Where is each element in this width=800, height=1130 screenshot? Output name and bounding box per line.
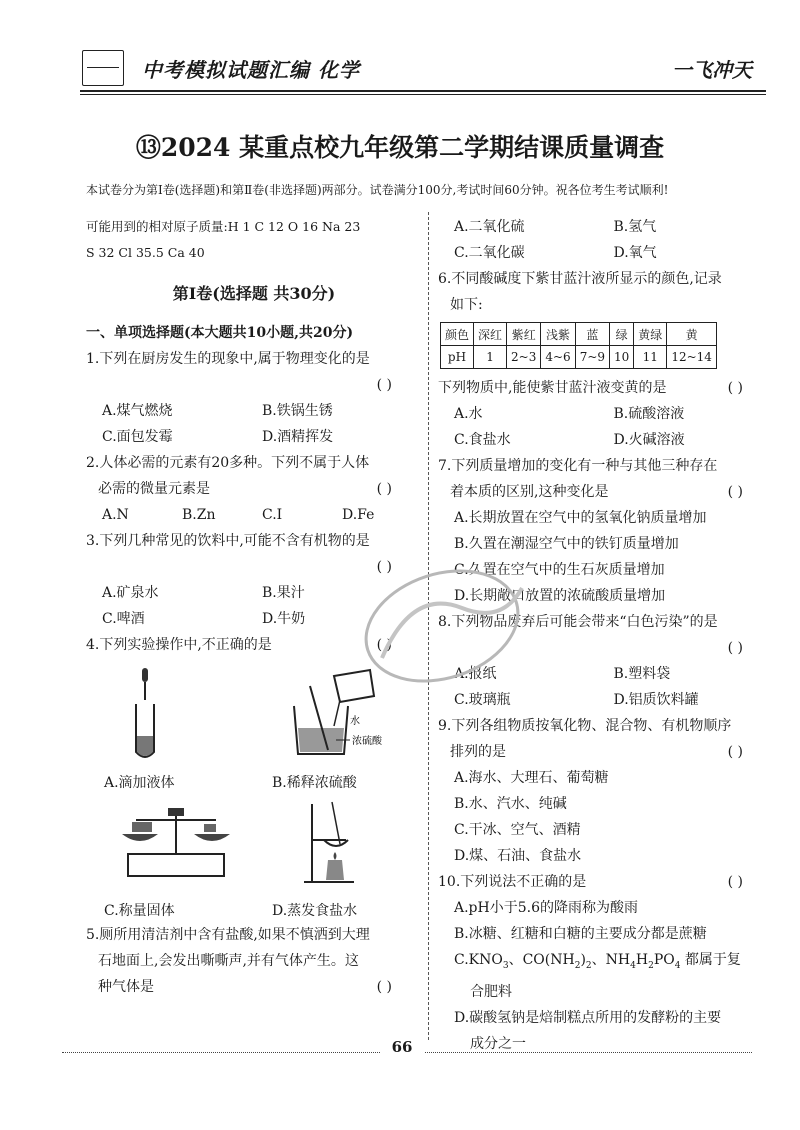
table-cell: 绿 xyxy=(610,323,634,346)
option-c[interactable]: C.啤酒 xyxy=(102,611,145,627)
option-d[interactable]: D.长期敞口放置的浓硫酸质量增加 xyxy=(454,588,666,604)
answer-blank[interactable]: ( ) xyxy=(376,979,392,995)
answer-blank[interactable]: ( ) xyxy=(727,874,743,890)
question-7 xyxy=(438,453,773,609)
question-stem: 10.下列说法不正确的是 xyxy=(438,874,587,890)
question-stem: 1.下列在厨房发生的现象中,属于物理变化的是 xyxy=(86,351,370,367)
question-stem-cont2: 种气体是 xyxy=(98,979,154,995)
label-acid: 浓硫酸 xyxy=(352,736,382,747)
question-8 xyxy=(438,609,773,713)
column-divider xyxy=(428,212,429,1040)
option-b[interactable]: B.Zn xyxy=(182,507,216,523)
option-c[interactable]: C.食盐水 xyxy=(454,432,511,448)
left-column xyxy=(86,214,422,1000)
balance-scale-icon xyxy=(116,794,236,890)
option-b[interactable]: B.果汁 xyxy=(262,585,305,601)
option-c[interactable]: $C.KNO_3$、$CO(NH_2)_2$、$NH_4H_2PO_4$ 都属于复 xyxy=(454,952,741,971)
figure-caption-a: A.滴加液体 xyxy=(104,775,175,791)
table-cell: 1 xyxy=(474,346,507,369)
option-c[interactable]: C.久置在空气中的生石灰质量增加 xyxy=(454,562,665,578)
table-cell: 黄 xyxy=(667,323,717,346)
q5-option-d[interactable]: D.氧气 xyxy=(613,245,657,261)
option-a[interactable]: A.N xyxy=(102,507,129,523)
beaker-dilution-icon xyxy=(284,666,394,762)
question-6 xyxy=(438,266,773,453)
option-b[interactable]: B.铁锅生锈 xyxy=(262,403,333,419)
question-stem-cont: 石地面上,会发出嘶嘶声,并有气体产生。这 xyxy=(98,953,359,969)
option-a[interactable]: A.报纸 xyxy=(454,666,497,682)
option-a[interactable]: A.矿泉水 xyxy=(102,585,159,601)
question-3 xyxy=(86,528,422,632)
table-cell: 蓝 xyxy=(575,323,609,346)
option-d[interactable]: D.火碱溶液 xyxy=(613,432,685,448)
figure-caption-d: D.蒸发食盐水 xyxy=(272,903,358,919)
question-stem-cont: 如下: xyxy=(450,297,483,313)
dropper-tube-icon xyxy=(116,666,176,762)
figure-b[interactable] xyxy=(254,666,422,794)
option-d[interactable]: D.煤、石油、食盐水 xyxy=(454,848,582,864)
option-c[interactable]: C.面包发霉 xyxy=(102,429,173,445)
table-cell: 紫红 xyxy=(507,323,541,346)
option-b[interactable]: B.久置在潮湿空气中的铁钉质量增加 xyxy=(454,536,679,552)
question-stem: 3.下列几种常见的饮料中,可能不含有机物的是 xyxy=(86,533,370,549)
table-cell: 10 xyxy=(610,346,634,369)
question-10 xyxy=(438,869,773,1057)
q5-option-c[interactable]: C.二氧化碳 xyxy=(454,245,525,261)
table-cell: pH xyxy=(441,346,474,369)
question-9 xyxy=(438,713,773,869)
option-d[interactable]: D.牛奶 xyxy=(262,611,306,627)
series-title: 中考模拟试题汇编 化学 xyxy=(142,58,360,82)
option-a[interactable]: A.煤气燃烧 xyxy=(102,403,173,419)
q5-option-b[interactable]: B.氢气 xyxy=(613,219,657,235)
option-d[interactable]: D.铝质饮料罐 xyxy=(613,692,699,708)
table-cell: 11 xyxy=(634,346,667,369)
option-b[interactable]: B.塑料袋 xyxy=(613,666,671,682)
label-water: 水 xyxy=(350,716,360,727)
option-d-cont: 成分之一 xyxy=(470,1035,526,1052)
question-stem: 5.厕所用清洁剂中含有盐酸,如果不慎洒到大理 xyxy=(86,927,370,943)
part-heading: 一、单项选择题(本大题共10小题,共20分) xyxy=(86,325,354,341)
header-rule xyxy=(80,90,766,92)
page-number: 66 xyxy=(380,1038,424,1056)
answer-blank[interactable]: ( ) xyxy=(727,640,743,656)
question-5 xyxy=(86,922,422,1000)
option-a[interactable]: A.水 xyxy=(454,406,483,422)
atomic-masses-line1: 可能用到的相对原子质量:H 1 C 12 O 16 Na 23 xyxy=(86,219,361,234)
option-a[interactable]: A.海水、大理石、葡萄糖 xyxy=(454,770,609,786)
table-row-ph xyxy=(441,346,717,369)
table-cell: 4~6 xyxy=(541,346,575,369)
figure-caption-b: B.稀释浓硫酸 xyxy=(272,775,357,791)
evaporating-dish-icon xyxy=(284,794,374,890)
option-c-cont: 合肥料 xyxy=(470,983,512,1000)
figure-caption-c: C.称量固体 xyxy=(104,903,175,919)
question-stem: 4.下列实验操作中,不正确的是 xyxy=(86,637,272,653)
option-b[interactable]: B.水、汽水、纯碱 xyxy=(454,796,567,812)
header-rule-thin xyxy=(80,94,766,95)
section-title: 第Ⅰ卷(选择题 共30分) xyxy=(172,284,336,303)
question-stem: 6.不同酸碱度下紫甘蓝汁液所显示的颜色,记录 xyxy=(438,271,722,287)
option-b[interactable]: B.硫酸溶液 xyxy=(613,406,685,422)
question-stem-cont: 排列的是 xyxy=(450,744,506,760)
answer-blank[interactable]: ( ) xyxy=(727,380,743,396)
question-stem: 9.下列各组物质按氧化物、混合物、有机物顺序 xyxy=(438,718,732,734)
question-stem-cont: 必需的微量元素是 xyxy=(98,481,210,497)
option-d[interactable]: D.碳酸氢钠是焙制糕点所用的发酵粉的主要 xyxy=(454,1009,722,1026)
question-1 xyxy=(86,346,422,450)
brand-logo: 一飞冲天 xyxy=(672,58,752,82)
q5-option-a[interactable]: A.二氧化硫 xyxy=(454,219,525,235)
option-c[interactable]: C.I xyxy=(262,507,283,523)
exam-notice: 本试卷分为第Ⅰ卷(选择题)和第Ⅱ卷(非选择题)两部分。试卷满分100分,考试时间60分钟。祝各位考生考试顺利! xyxy=(86,183,669,197)
page-title: ⑬2024 某重点校九年级第二学期结课质量调查 xyxy=(135,133,665,162)
option-d[interactable]: D.Fe xyxy=(342,507,375,523)
figure-c[interactable] xyxy=(86,794,254,922)
table-cell: 浅紫 xyxy=(541,323,575,346)
answer-blank[interactable]: ( ) xyxy=(376,559,392,575)
figure-a[interactable] xyxy=(86,666,254,794)
atomic-masses-line2: S 32 Cl 35.5 Ca 40 xyxy=(86,245,205,260)
question-stem-cont: 着本质的区别,这种变化是 xyxy=(450,484,609,500)
table-cell: 12~14 xyxy=(667,346,717,369)
right-column xyxy=(438,214,773,1057)
question-stem: 8.下列物品废弃后可能会带来“白色污染”的是 xyxy=(438,614,718,630)
question-stem: 7.下列质量增加的变化有一种与其他三种存在 xyxy=(438,458,718,474)
answer-blank[interactable]: ( ) xyxy=(727,484,743,500)
book-logo-icon xyxy=(82,50,124,86)
answer-blank[interactable]: ( ) xyxy=(376,377,392,393)
option-b[interactable]: B.冰糖、红糖和白糖的主要成分都是蔗糖 xyxy=(454,926,707,942)
option-c[interactable]: C.玻璃瓶 xyxy=(454,692,511,708)
table-cell: 颜色 xyxy=(441,323,474,346)
question-4 xyxy=(86,632,422,922)
table-cell: 2~3 xyxy=(507,346,541,369)
table-cell: 7~9 xyxy=(575,346,609,369)
table-row-colors xyxy=(441,323,717,346)
question-stem-cont2: 下列物质中,能使紫甘蓝汁液变黄的是 xyxy=(438,380,667,396)
table-cell: 深红 xyxy=(474,323,507,346)
table-cell: 黄绿 xyxy=(634,323,667,346)
figure-d[interactable] xyxy=(254,794,422,922)
ph-color-table xyxy=(440,322,717,369)
option-c[interactable]: C.干冰、空气、酒精 xyxy=(454,822,581,838)
answer-blank[interactable]: ( ) xyxy=(376,637,392,653)
question-2 xyxy=(86,450,422,528)
option-a[interactable]: A.长期放置在空气中的氢氧化钠质量增加 xyxy=(454,510,707,526)
answer-blank[interactable]: ( ) xyxy=(727,744,743,760)
question-stem: 2.人体必需的元素有20多种。下列不属于人体 xyxy=(86,455,370,471)
option-a[interactable]: A.pH小于5.6的降雨称为酸雨 xyxy=(454,900,638,916)
answer-blank[interactable]: ( ) xyxy=(376,481,392,497)
option-d[interactable]: D.酒精挥发 xyxy=(262,429,334,445)
